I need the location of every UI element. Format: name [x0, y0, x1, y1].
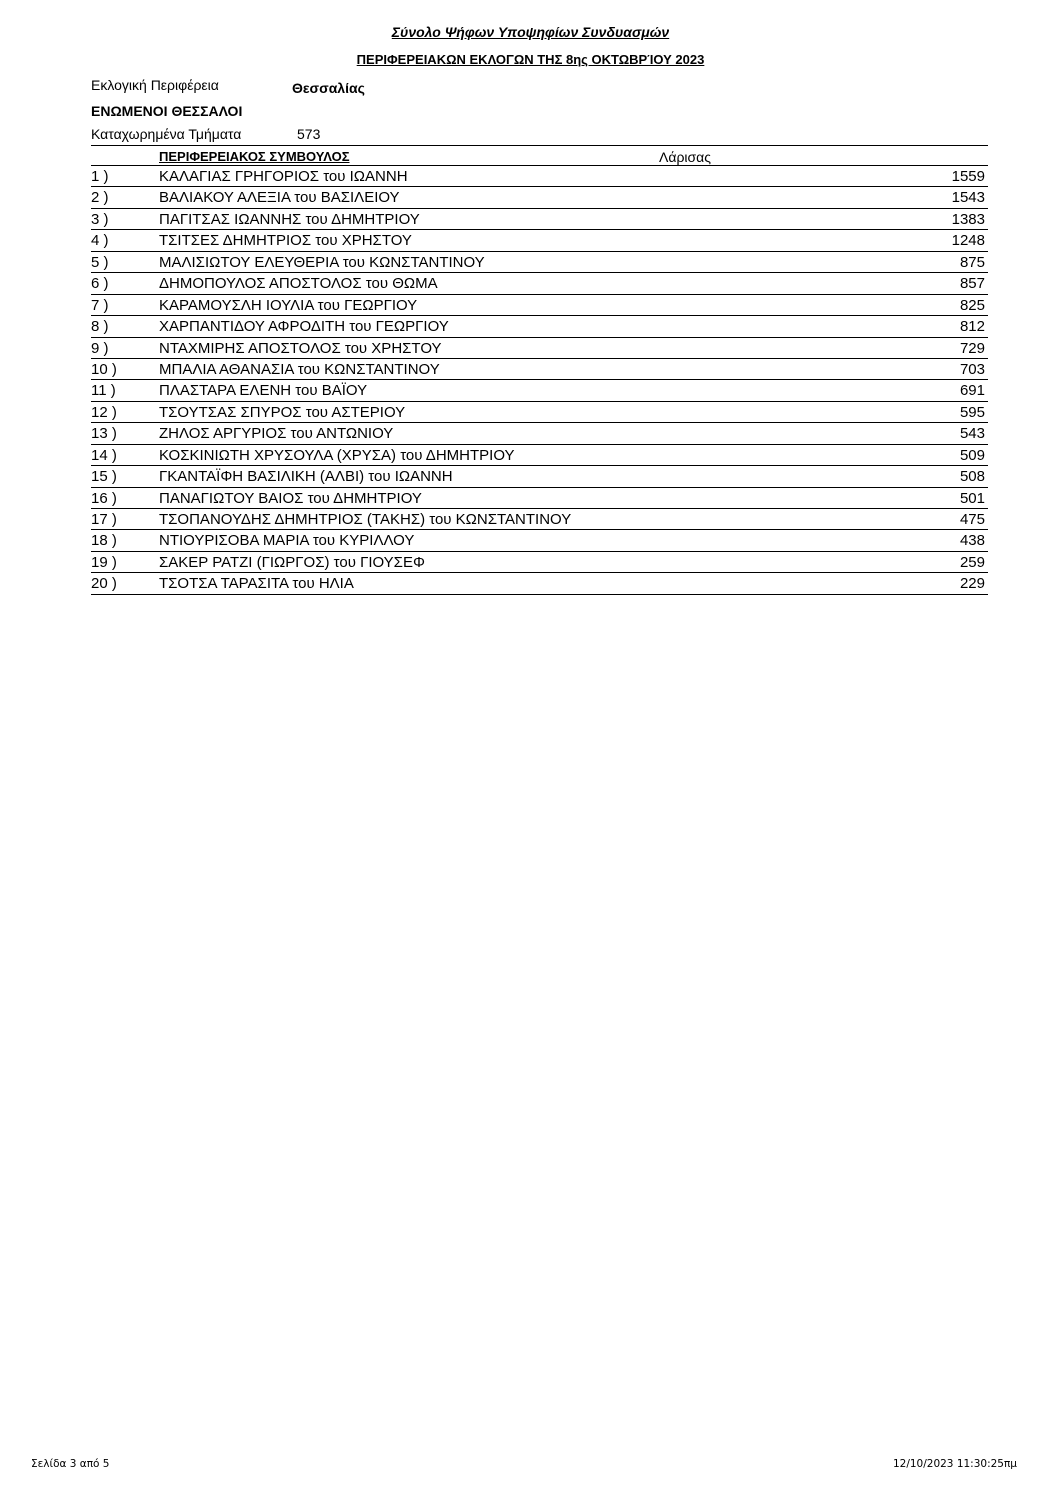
- candidate-name: ΓΚΑΝΤΑΪΦΗ ΒΑΣΙΛΙΚΗ (ΑΛΒΙ) του ΙΩΑΝΝΗ: [159, 468, 453, 486]
- vote-count: 729: [959, 339, 985, 357]
- table-row: [91, 552, 988, 573]
- region-value: Θεσσαλίας: [292, 80, 365, 96]
- vote-count: 875: [959, 253, 985, 271]
- candidate-name: ΝΤΑΧΜΙΡΗΣ ΑΠΟΣΤΟΛΟΣ του ΧΡΗΣΤΟΥ: [159, 339, 442, 357]
- candidate-name: ΜΑΛΙΣΙΩΤΟΥ ΕΛΕΥΘΕΡΙΑ του ΚΩΝΣΤΑΝΤΙΝΟΥ: [159, 253, 485, 271]
- table-body: [91, 166, 988, 595]
- vote-count: 509: [959, 446, 985, 464]
- table-row: [91, 573, 988, 594]
- table-row: [91, 230, 988, 251]
- vote-count: 508: [959, 468, 985, 486]
- row-number: 20 ): [91, 575, 117, 593]
- row-number: 9 ): [91, 339, 109, 357]
- vote-count: 438: [959, 532, 985, 550]
- vote-count: 857: [959, 275, 985, 293]
- candidate-name: ΤΣΙΤΣΕΣ ΔΗΜΗΤΡΙΟΣ του ΧΡΗΣΤΟΥ: [159, 232, 412, 250]
- row-number: 14 ): [91, 446, 117, 464]
- table-row: [91, 380, 988, 401]
- candidate-name: ΜΠΑΛΙΑ ΑΘΑΝΑΣΙΑ του ΚΩΝΣΤΑΝΤΙΝΟΥ: [159, 360, 440, 378]
- row-number: 16 ): [91, 489, 117, 507]
- candidate-name: ΤΣΟΥΤΣΑΣ ΣΠΥΡΟΣ του ΑΣΤΕΡΙΟΥ: [159, 403, 406, 421]
- page-number: Σελίδα 3 από 5: [31, 1458, 110, 1470]
- row-number: 2 ): [91, 189, 109, 207]
- vote-count: 691: [959, 382, 985, 400]
- vote-count: 1383: [951, 210, 985, 228]
- row-number: 4 ): [91, 232, 109, 250]
- table-row: [91, 359, 988, 380]
- document-title: Σύνολο Ψήφων Υποψηφίων Συνδυασμών: [391, 24, 670, 40]
- table-row: [91, 445, 988, 466]
- row-number: 5 ): [91, 253, 109, 271]
- print-datetime: 12/10/2023 11:30:25πμ: [892, 1458, 1017, 1470]
- row-number: 7 ): [91, 296, 109, 314]
- vote-count: 475: [959, 511, 985, 528]
- document-subtitle: ΠΕΡΙΦΕΡΕΙΑΚΩΝ ΕΚΛΟΓΩΝ ΤΗΣ 8ης ΟΚΤΩΒΡΊΟΥ 2023: [356, 52, 705, 67]
- row-number: 8 ): [91, 318, 109, 336]
- table-row: [91, 252, 988, 273]
- table-row: [91, 466, 988, 487]
- vote-count: 1559: [951, 168, 985, 185]
- header-district: Λάρισας: [659, 149, 712, 165]
- sections-label: Καταχωρημένα Τμήματα: [91, 126, 242, 142]
- vote-count: 812: [959, 318, 985, 336]
- row-number: 17 ): [91, 511, 117, 528]
- table-row: [91, 209, 988, 230]
- row-number: 1 ): [91, 168, 109, 185]
- row-number: 13 ): [91, 425, 117, 443]
- candidate-name: ΧΑΡΠΑΝΤΙΔΟΥ ΑΦΡΟΔΙΤΗ του ΓΕΩΡΓΙΟΥ: [159, 318, 449, 336]
- candidate-name: ΣΑΚΕΡ ΡΑΤΖΙ (ΓΙΩΡΓΟΣ) του ΓΙΟΥΣΕΦ: [159, 553, 425, 571]
- vote-count: 501: [959, 489, 985, 507]
- table-row: [91, 530, 988, 551]
- party-name: ΕΝΩΜΕΝΟΙ ΘΕΣΣΑΛΟΙ: [91, 103, 243, 119]
- vote-count: 543: [959, 425, 985, 443]
- candidate-name: ΔΗΜΟΠΟΥΛΟΣ ΑΠΟΣΤΟΛΟΣ του ΘΩΜΑ: [159, 275, 438, 293]
- candidate-name: ΒΑΛΙΑΚΟΥ ΑΛΕΞΙΑ του ΒΑΣΙΛΕΙΟΥ: [159, 189, 400, 207]
- vote-count: 1543: [951, 189, 985, 207]
- vote-count: 703: [959, 360, 985, 378]
- table-row: [91, 338, 988, 359]
- vote-count: 259: [959, 553, 985, 571]
- vote-count: 229: [959, 575, 985, 593]
- table-row: [91, 509, 988, 530]
- vote-count: 1248: [951, 232, 985, 250]
- candidate-name: ΠΛΑΣΤΑΡΑ ΕΛΕΝΗ του ΒΑΪΟΥ: [159, 382, 368, 400]
- row-number: 6 ): [91, 275, 109, 293]
- candidate-name: ΖΗΛΟΣ ΑΡΓΥΡΙΟΣ του ΑΝΤΩΝΙΟΥ: [159, 425, 394, 443]
- table-row: [91, 295, 988, 316]
- region-label: Εκλογική Περιφέρεια: [91, 77, 219, 93]
- candidate-name: ΤΣΟΤΣΑ ΤΑΡΑΣΙΤΑ του ΗΛΙΑ: [159, 575, 354, 593]
- candidate-name: ΚΟΣΚΙΝΙΩΤΗ ΧΡΥΣΟΥΛΑ (ΧΡΥΣΑ) του ΔΗΜΗΤΡΙΟΥ: [159, 446, 515, 464]
- row-number: 11 ): [91, 382, 116, 400]
- table-row: [91, 316, 988, 337]
- row-number: 3 ): [91, 210, 109, 228]
- table-row: [91, 402, 988, 423]
- vote-count: 595: [959, 403, 985, 421]
- row-number: 18 ): [91, 532, 117, 550]
- table-row: [91, 166, 988, 187]
- row-number: 10 ): [91, 360, 117, 378]
- row-number: 15 ): [91, 468, 117, 486]
- table-row: [91, 273, 988, 294]
- header-candidate: ΠΕΡΙΦΕΡΕΙΑΚΟΣ ΣΥΜΒΟΥΛΟΣ: [159, 149, 350, 164]
- table-header: [91, 146, 988, 166]
- candidate-name: ΠΑΝΑΓΙΩΤΟΥ ΒΑΙΟΣ του ΔΗΜΗΤΡΙΟΥ: [159, 489, 422, 507]
- candidate-name: ΚΑΛΑΓΙΑΣ ΓΡΗΓΟΡΙΟΣ του ΙΩΑΝΝΗ: [159, 168, 408, 185]
- vote-count: 825: [959, 296, 985, 314]
- table-row: [91, 423, 988, 444]
- sections-value: 573: [297, 126, 321, 142]
- row-number: 19 ): [91, 553, 117, 571]
- table-row: [91, 488, 988, 509]
- results-table: [91, 145, 988, 595]
- row-number: 12 ): [91, 403, 117, 421]
- candidate-name: ΠΑΓΙΤΣΑΣ ΙΩΑΝΝΗΣ του ΔΗΜΗΤΡΙΟΥ: [159, 210, 420, 228]
- candidate-name: ΝΤΙΟΥΡΙΣΟΒΑ ΜΑΡΙΑ του ΚΥΡΙΛΛΟΥ: [159, 532, 415, 550]
- table-row: [91, 187, 988, 208]
- candidate-name: ΚΑΡΑΜΟΥΣΛΗ ΙΟΥΛΙΑ του ΓΕΩΡΓΙΟΥ: [159, 296, 418, 314]
- candidate-name: ΤΣΟΠΑΝΟΥΔΗΣ ΔΗΜΗΤΡΙΟΣ (ΤΑΚΗΣ) του ΚΩΝΣΤΑΝΤΙΝΟΥ: [159, 511, 572, 528]
